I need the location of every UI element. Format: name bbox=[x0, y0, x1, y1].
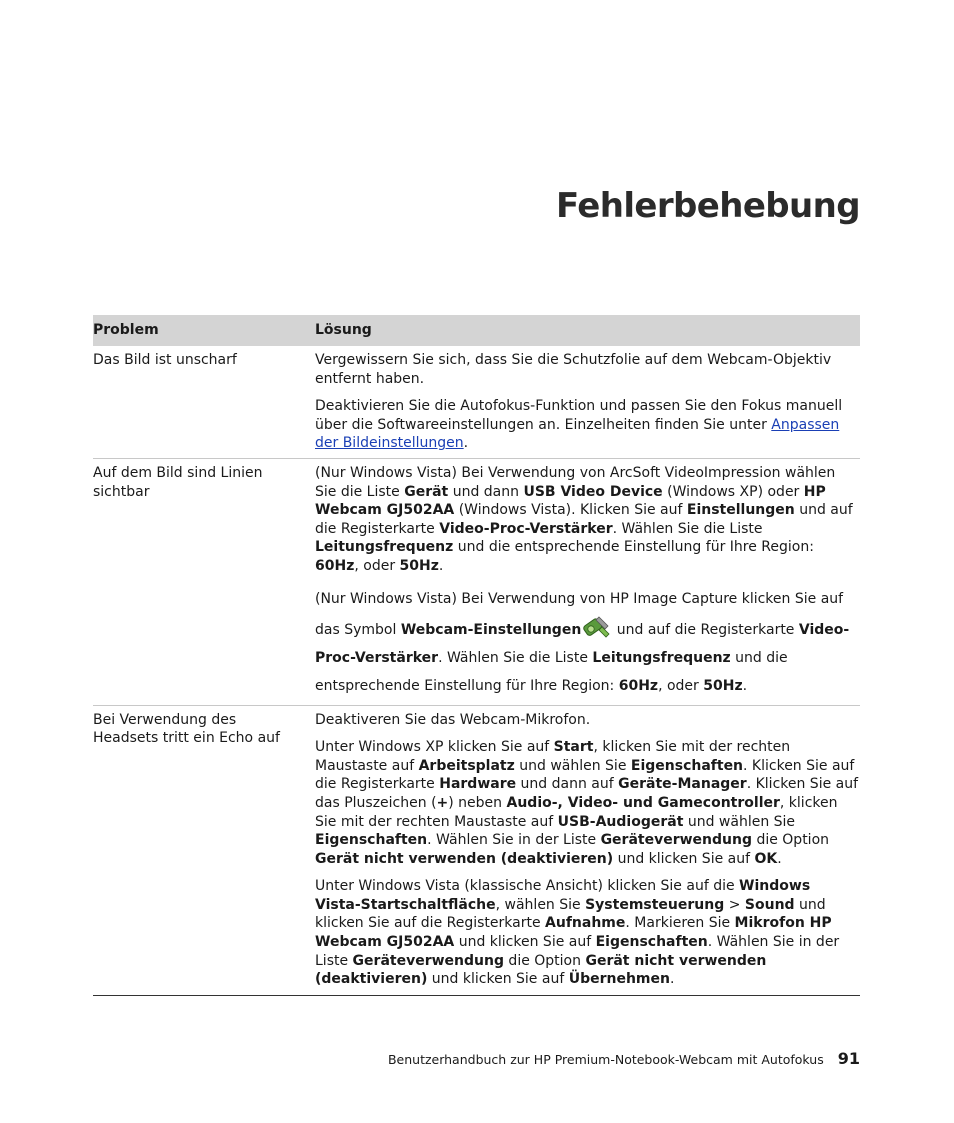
text-run: . Wählen Sie in der Liste bbox=[427, 832, 601, 849]
page-number: 91 bbox=[837, 1049, 860, 1068]
text-run: , oder bbox=[354, 557, 400, 574]
bold-term: Arbeitsplatz bbox=[418, 757, 515, 774]
bold-term: Eigenschaften bbox=[630, 757, 744, 774]
text-run: . Klicken Sie auf das Pluszeichen ( bbox=[315, 776, 859, 811]
bold-term: Geräteverwendung bbox=[600, 832, 752, 849]
bold-term: Systemsteuerung bbox=[585, 896, 725, 913]
text-run: . bbox=[777, 850, 782, 867]
solution-paragraph bbox=[315, 711, 860, 730]
solution-paragraph bbox=[315, 397, 860, 453]
bold-term: Eigenschaften bbox=[595, 934, 708, 951]
bold-term: Übernehmen bbox=[568, 971, 670, 988]
problem-cell: Auf dem Bild sind Linien sichtbar bbox=[93, 464, 263, 500]
bold-term: 50Hz bbox=[399, 557, 439, 574]
bold-term: Start bbox=[553, 739, 594, 756]
text-run: die Option bbox=[503, 952, 586, 969]
text-run: und klicken Sie auf bbox=[427, 971, 569, 988]
text-run: . bbox=[463, 435, 469, 452]
text-run: und auf die Registerkarte bbox=[315, 502, 853, 537]
bold-term: Video-Proc-Verstärker bbox=[439, 520, 613, 537]
troubleshooting-table bbox=[93, 315, 860, 996]
footer-text: Benutzerhandbuch zur HP Premium-Notebook-Webcam mit Autofokus bbox=[387, 1052, 824, 1067]
solution-cell bbox=[315, 351, 860, 453]
bold-term: HP Webcam GJ502AA bbox=[315, 483, 826, 519]
header-problem: Problem bbox=[93, 322, 159, 339]
bold-term: Sound bbox=[744, 896, 795, 913]
bold-term: Mikrofon HP Webcam GJ502AA bbox=[315, 915, 832, 951]
text-run: . Markieren Sie bbox=[625, 915, 735, 932]
text-run: Vergewissern Sie sich, dass Sie die Schutzfolie auf dem Webcam-Objektiv entfernt haben. bbox=[315, 352, 832, 387]
table-header bbox=[93, 315, 860, 346]
bold-term: Windows Vista-Startschaltfläche bbox=[315, 878, 811, 913]
text-run: und wählen Sie bbox=[514, 757, 631, 774]
text-run: , wählen Sie bbox=[495, 896, 586, 913]
solution-cell bbox=[315, 711, 860, 989]
bold-term: USB-Audiogerät bbox=[557, 813, 684, 830]
solution-cell bbox=[315, 464, 860, 700]
text-run: . Wählen Sie in der Liste bbox=[315, 934, 840, 969]
text-run: Unter Windows XP klicken Sie auf bbox=[315, 739, 554, 756]
bold-term: Geräte-Manager bbox=[618, 776, 747, 793]
bold-term: 50Hz bbox=[703, 677, 743, 694]
text-run: . bbox=[669, 971, 675, 988]
page-footer bbox=[388, 1049, 860, 1068]
text-run: die Option bbox=[752, 832, 830, 849]
text-run: und dann bbox=[448, 483, 524, 500]
text-run: . bbox=[438, 557, 444, 574]
text-run: , klicken Sie mit der rechten Maustaste auf bbox=[315, 794, 838, 830]
bold-term: Leitungsfrequenz bbox=[592, 649, 731, 666]
table-row bbox=[93, 706, 860, 996]
bold-term: 60Hz bbox=[618, 677, 659, 694]
bold-term: Webcam-Einstellungen bbox=[400, 621, 582, 638]
text-run: und dann auf bbox=[516, 776, 619, 793]
bold-term: OK bbox=[754, 850, 778, 867]
text-run: Deaktivieren Sie die Autofokus-Funktion und passen Sie den Fokus manuell über die Softwareeinstellungen an. Einzelheiten finden Sie unter bbox=[315, 398, 843, 433]
bold-term: + bbox=[436, 794, 449, 811]
text-run: . bbox=[742, 677, 748, 694]
bold-term: Geräteverwendung bbox=[352, 952, 504, 969]
text-run: und klicken Sie auf bbox=[454, 934, 596, 951]
bold-term: Eigenschaften bbox=[315, 832, 428, 849]
text-run: (Windows XP) oder bbox=[662, 483, 804, 500]
bold-term: Gerät bbox=[404, 483, 449, 500]
text-run: . Wählen Sie die Liste bbox=[438, 649, 593, 666]
text-run: und die entsprechende Einstellung für Ihre Region: bbox=[315, 649, 788, 694]
table-row bbox=[93, 459, 860, 706]
link-bildeinstellungen[interactable]: Anpassen der Bildeinstellungen bbox=[315, 416, 840, 452]
text-run: und klicken Sie auf die Registerkarte bbox=[315, 896, 826, 932]
text-run: (Nur Windows Vista) Bei Verwendung von ArcSoft VideoImpression wählen Sie die Liste bbox=[315, 464, 836, 500]
bold-term: Einstellungen bbox=[686, 502, 795, 519]
solution-paragraph bbox=[315, 585, 860, 700]
text-run: > bbox=[724, 896, 745, 913]
bold-term: Video-Proc-Verstärker bbox=[315, 621, 850, 666]
text-run: und die entsprechende Einstellung für Ihre Region: bbox=[453, 539, 814, 556]
bold-term: Gerät nicht verwenden (deaktivieren) bbox=[315, 952, 767, 988]
bold-term: Gerät nicht verwenden (deaktivieren) bbox=[315, 850, 614, 867]
text-run: und auf die Registerkarte bbox=[612, 621, 799, 638]
solution-paragraph bbox=[315, 464, 860, 576]
problem-cell: Das Bild ist unscharf bbox=[93, 352, 237, 368]
text-run: Deaktiveren Sie das Webcam-Mikrofon. bbox=[315, 711, 591, 728]
text-run: und klicken Sie auf bbox=[613, 850, 755, 867]
text-run: und wählen Sie bbox=[683, 813, 796, 830]
bold-term: Leitungsfrequenz bbox=[315, 539, 454, 556]
page-title: Fehlerbehebung bbox=[556, 186, 860, 226]
webcam-settings-icon bbox=[582, 613, 612, 639]
solution-paragraph bbox=[315, 877, 860, 989]
text-run: . Wählen Sie die Liste bbox=[612, 520, 763, 537]
solution-paragraph bbox=[315, 351, 860, 388]
header-solution: Lösung bbox=[315, 322, 372, 339]
table-row bbox=[93, 346, 860, 459]
text-run: . Klicken Sie auf die Registerkarte bbox=[315, 757, 855, 793]
bold-term: USB Video Device bbox=[523, 483, 663, 500]
text-run: ) neben bbox=[448, 794, 507, 811]
text-run: (Windows Vista). Klicken Sie auf bbox=[454, 502, 687, 519]
bold-term: 60Hz bbox=[315, 557, 355, 574]
bold-term: Audio-, Video- und Gamecontroller bbox=[506, 794, 780, 811]
table-body bbox=[93, 346, 860, 996]
text-run: , klicken Sie mit der rechten Maustaste auf bbox=[315, 739, 791, 774]
text-run: Unter Windows Vista (klassische Ansicht) klicken Sie auf die bbox=[315, 878, 740, 895]
bold-term: Hardware bbox=[439, 776, 517, 793]
problem-cell: Bei Verwendung des Headsets tritt ein Echo auf bbox=[93, 711, 280, 747]
solution-paragraph bbox=[315, 738, 860, 868]
text-run: , oder bbox=[658, 677, 704, 694]
text-run: (Nur Windows Vista) Bei Verwendung von HP Image Capture klicken Sie auf das Symbol bbox=[315, 590, 844, 638]
bold-term: Aufnahme bbox=[545, 915, 626, 932]
